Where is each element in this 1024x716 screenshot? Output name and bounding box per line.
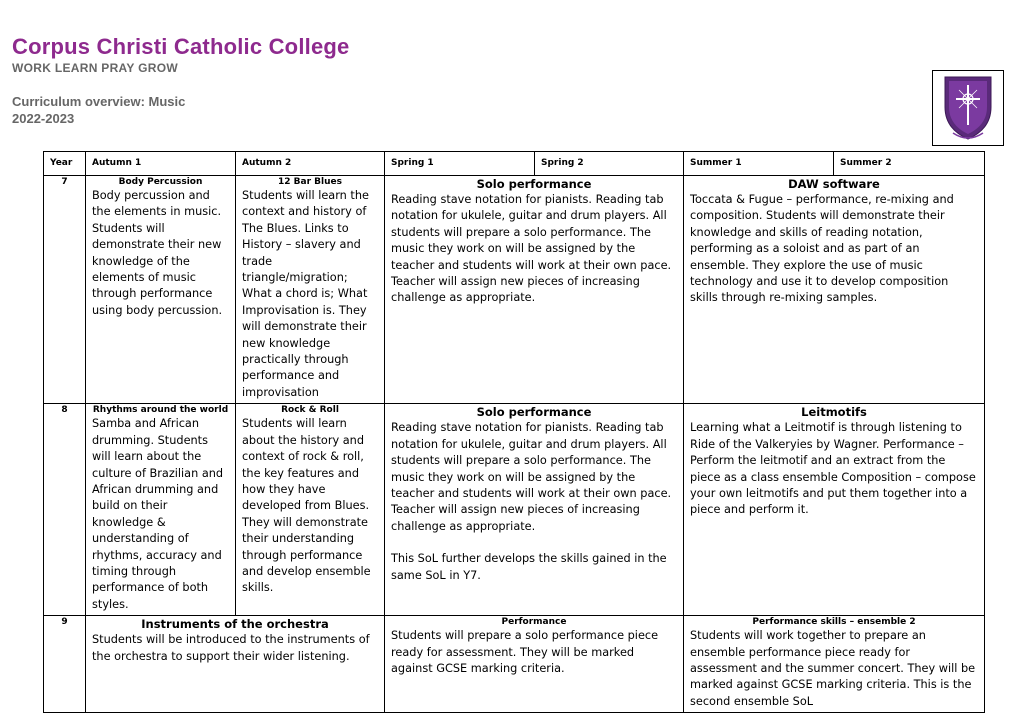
column-header: Autumn 2 — [236, 152, 385, 176]
school-name: Corpus Christi Catholic College — [12, 34, 350, 59]
year-cell: 7 — [44, 176, 86, 404]
unit-title: Solo performance — [476, 177, 592, 191]
unit-title: Solo performance — [476, 405, 592, 420]
unit-description: Samba and African drumming. Students will learn about the culture of Brazilian and African drumming and build on their knowledge & understanding of rhythms, accuracy and timing through performance of both styles. — [92, 417, 224, 611]
unit-cell — [236, 404, 385, 616]
unit-description: Students will learn the context and history of The Blues. Links to History – slavery and trade triangle/migration; What a chord is; What Improvisation is. They will demonstrate their new knowledge practically through performance and improvisation — [242, 189, 369, 399]
unit-title: Rock & Roll — [281, 405, 339, 416]
overview-title: Curriculum overview: Music — [12, 94, 186, 109]
school-crest-logo — [932, 70, 1004, 146]
unit-cell — [385, 176, 684, 404]
year-cell: 9 — [44, 616, 86, 713]
unit-cell — [684, 616, 985, 713]
academic-year: 2022-2023 — [12, 111, 75, 126]
table-row — [44, 404, 985, 616]
unit-description: Reading stave notation for pianists. Reading tab notation for ukulele, guitar and drum players. All students will prepare a solo performance. The music they work on will be assigned by the teacher and students will work at their own pace. Teacher will assign new pieces of increasing challenge as appropriate. — [391, 421, 672, 533]
unit-title: 12 Bar Blues — [278, 177, 342, 187]
curriculum-table — [43, 151, 985, 713]
unit-description: Reading stave notation for pianists. Reading tab notation for ukulele, guitar and drum players. All students will prepare a solo performance. The music they work on will be assigned by the teacher and students will work at their own pace. Teacher will assign new pieces of increasing challenge as appropriate. — [391, 193, 672, 305]
unit-cell — [684, 404, 985, 616]
column-header: Spring 2 — [535, 152, 684, 176]
unit-description: Body percussion and the elements in music. Students will demonstrate their new knowledge of the elements of music through performance using body percussion. — [92, 189, 223, 317]
column-header: Summer 2 — [834, 152, 985, 176]
column-header: Year — [44, 152, 86, 176]
unit-title: Rhythms around the world — [92, 405, 229, 416]
unit-title: DAW software — [788, 177, 880, 191]
unit-description: Students will prepare a solo performance piece ready for assessment. They will be marked against GCSE marking criteria. — [391, 629, 659, 675]
unit-cell — [236, 176, 385, 404]
unit-cell — [684, 176, 985, 404]
unit-note: This SoL further develops the skills gained in the same SoL in Y7. — [391, 552, 667, 582]
unit-cell — [385, 616, 684, 713]
unit-title: Performance — [501, 617, 567, 628]
unit-title: Leitmotifs — [801, 405, 867, 420]
unit-cell — [385, 404, 684, 616]
unit-title: Body Percussion — [118, 177, 203, 187]
unit-description: Toccata & Fugue – performance, re-mixing and composition. Students will demonstrate their knowledge and skills of reading notation, performing as a soloist and as part of an ensemble. They explore the use of music technology and use it to develop composition skills through re-mixing samples. — [690, 193, 954, 305]
unit-title: Performance skills – ensemble 2 — [752, 617, 916, 628]
unit-cell — [86, 616, 385, 713]
table-header-row — [44, 152, 985, 176]
unit-description: Students will be introduced to the instruments of the orchestra to support their wider listening. — [92, 633, 370, 663]
column-header: Spring 1 — [385, 152, 535, 176]
column-header: Summer 1 — [684, 152, 834, 176]
shield-icon — [933, 71, 1003, 145]
unit-cell — [86, 176, 236, 404]
unit-description: Students will work together to prepare an ensemble performance piece ready for assessment and the summer concert. They will be marked against GCSE marking criteria. This is the second ensemble SoL — [690, 629, 976, 708]
unit-cell — [86, 404, 236, 616]
unit-description: Students will learn about the history and context of rock & roll, the key features and how they have developed from Blues. They will demonstrate their understanding through performance and develop ensemble skills. — [242, 417, 371, 595]
unit-description: Learning what a Leitmotif is through listening to Ride of the Valkeryies by Wagner. Performance – Perform the leitmotif and an extract from the piece as a class ensemble Composition – compose your own leitmotifs and put them together into a piece and perform it. — [690, 421, 976, 517]
year-cell: 8 — [44, 404, 86, 616]
unit-title: Instruments of the orchestra — [141, 617, 329, 632]
school-motto: WORK LEARN PRAY GROW — [12, 61, 179, 75]
column-header: Autumn 1 — [86, 152, 236, 176]
table-row — [44, 176, 985, 404]
table-row — [44, 616, 985, 713]
